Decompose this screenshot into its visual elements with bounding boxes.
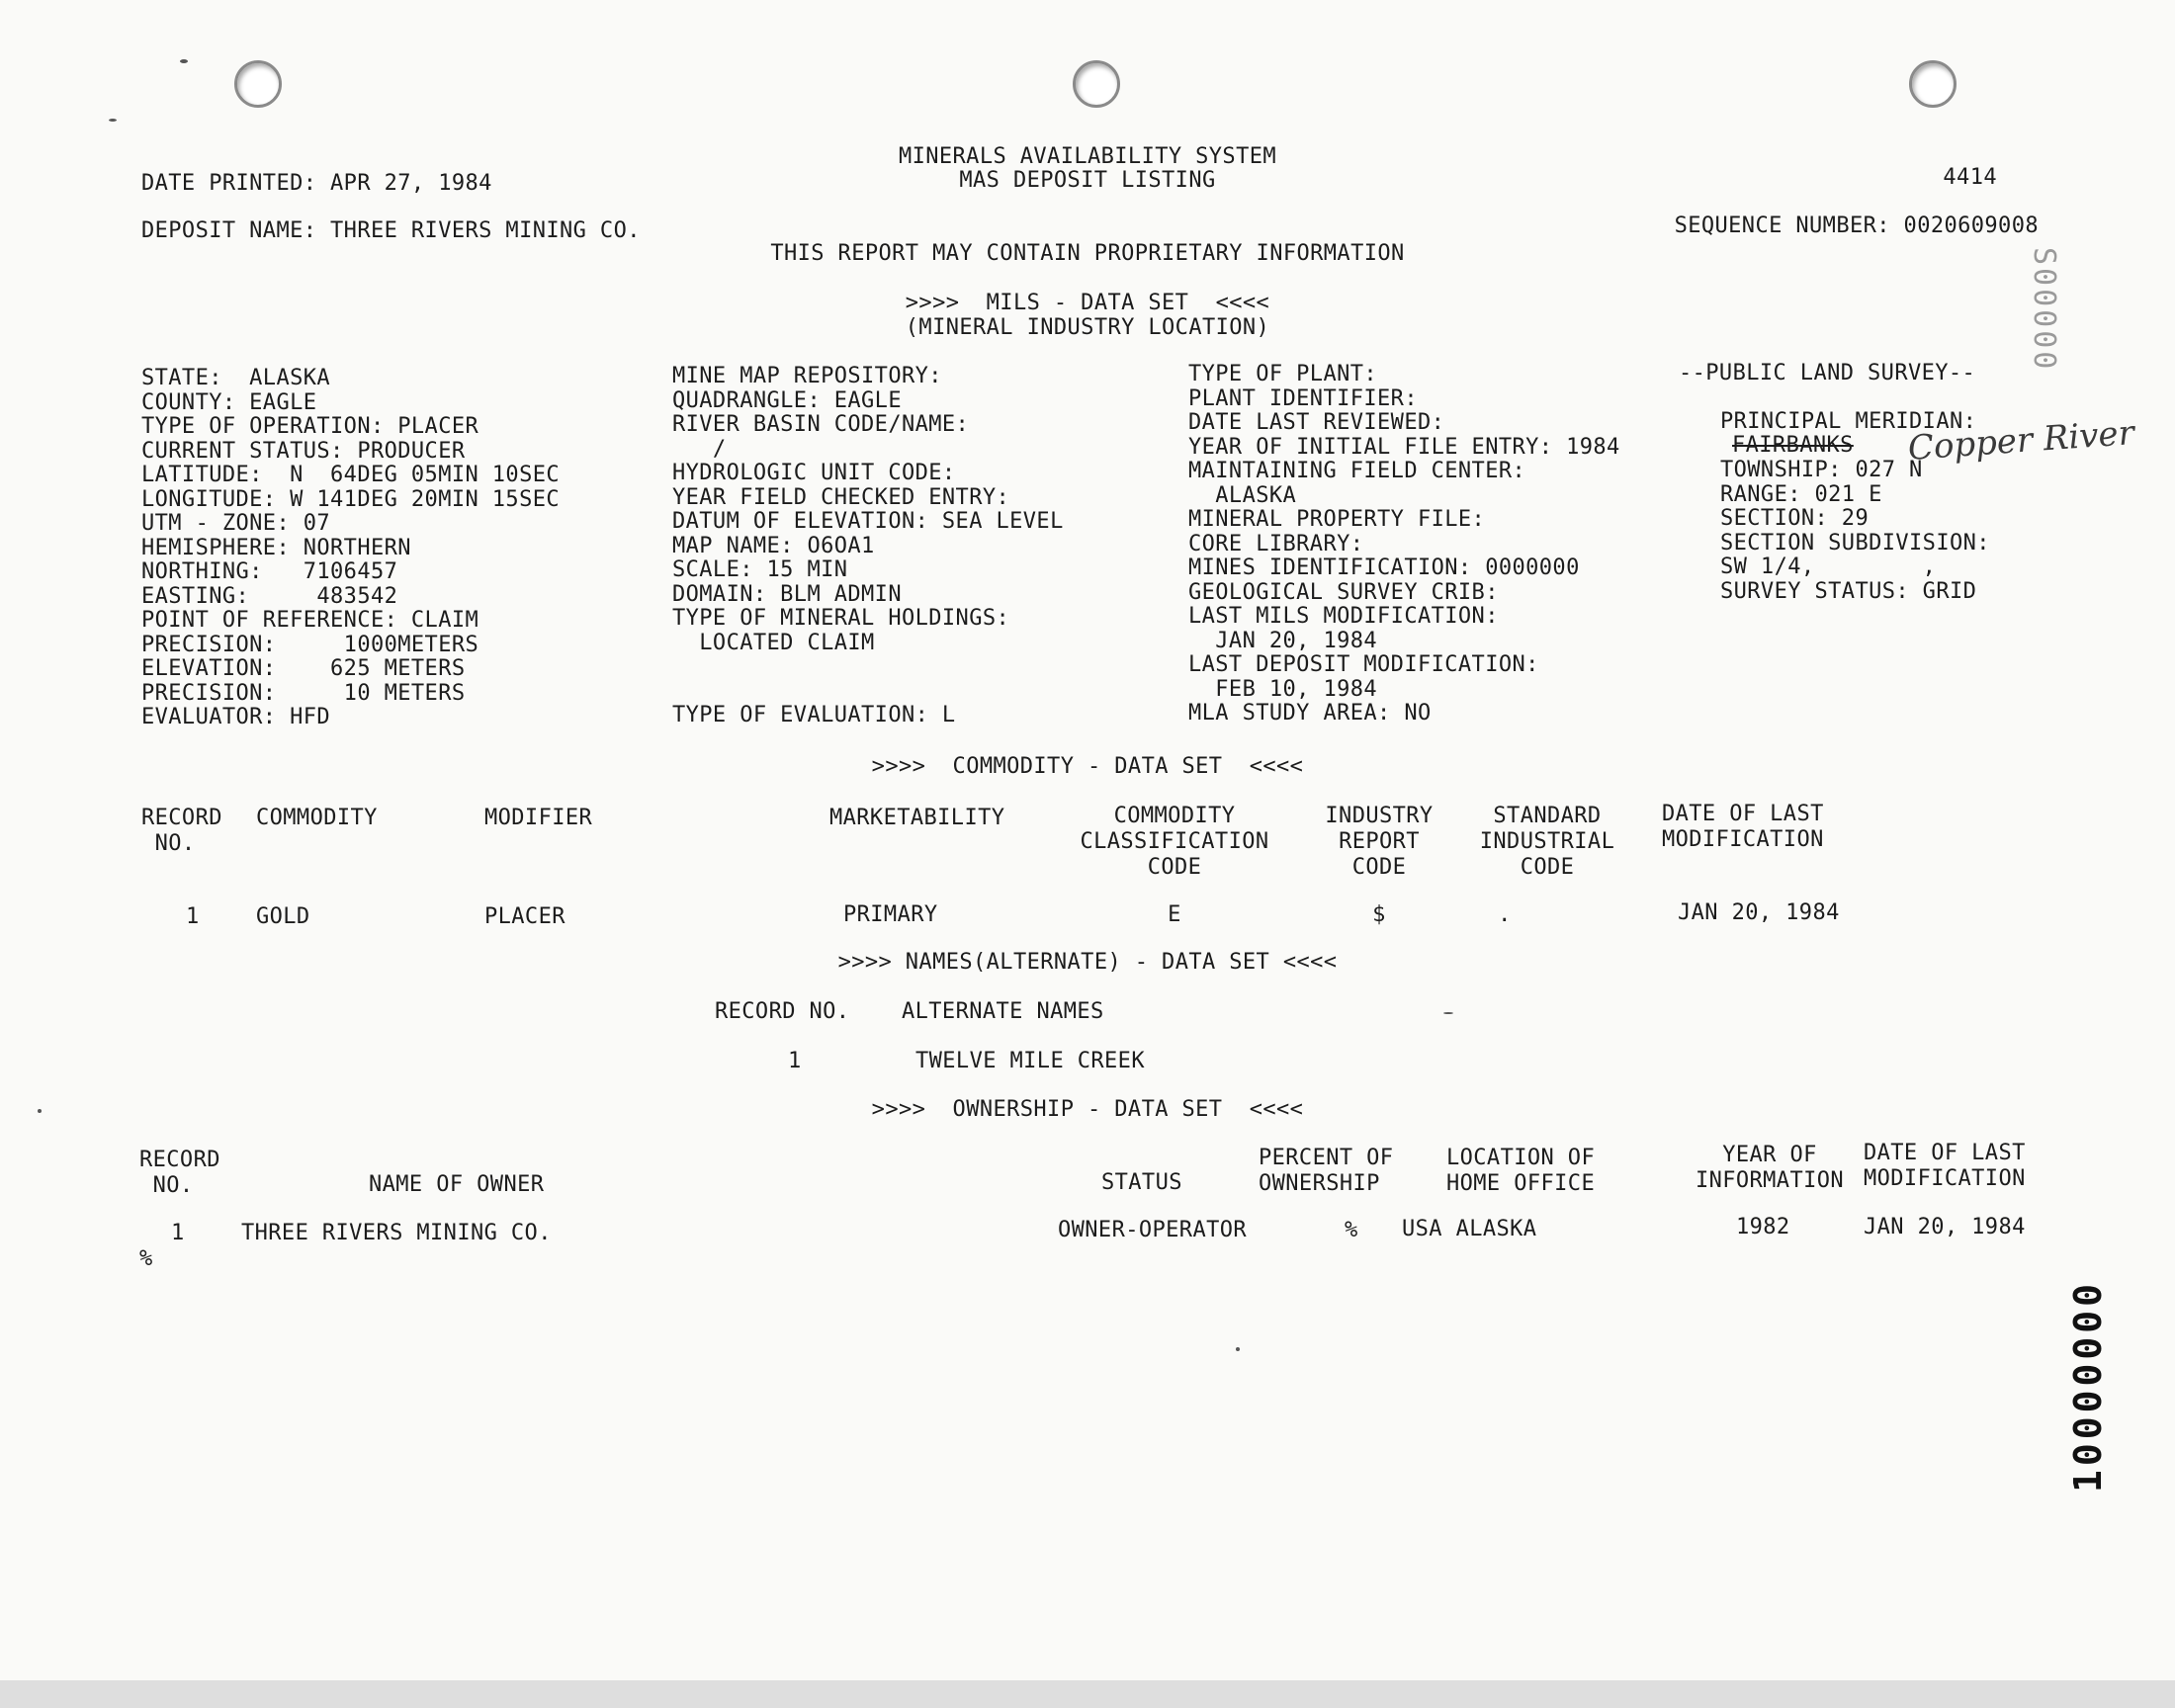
- stamped-number-bottom: 10000000: [2066, 1280, 2110, 1494]
- col3-line: MINES IDENTIFICATION: 0000000: [1188, 555, 1580, 580]
- scanner-edge: [0, 1680, 2175, 1708]
- ownership-row-owner: THREE RIVERS MINING CO.: [241, 1221, 552, 1245]
- col1-line: UTM - ZONE: 07: [141, 511, 331, 536]
- commodity-section-title: >>>> COMMODITY - DATA SET <<<<: [871, 754, 1304, 779]
- col3-line: CORE LIBRARY:: [1188, 531, 1364, 556]
- names-section-title: >>>> NAMES(ALTERNATE) - DATA SET <<<<: [837, 950, 1338, 975]
- col1-line: LONGITUDE: W 141DEG 20MIN 15SEC: [141, 486, 560, 512]
- col3-line: LAST DEPOSIT MODIFICATION:: [1188, 652, 1539, 677]
- col3-line: ALASKA: [1188, 482, 1297, 508]
- commodity-header-commodity: COMMODITY: [256, 806, 378, 830]
- col2-line: DOMAIN: BLM ADMIN: [672, 581, 902, 607]
- col2-line: MAP NAME: O6OA1: [672, 533, 875, 558]
- plsLines-line: SW 1/4, ,: [1720, 555, 1937, 579]
- col3-line: JAN 20, 1984: [1188, 628, 1378, 653]
- col1-line: ELEVATION: 625 METERS: [141, 656, 466, 681]
- commodity-row-standard: .: [1498, 902, 1512, 927]
- commodity-row-marketability: PRIMARY: [843, 902, 938, 927]
- col1-line: CURRENT STATUS: PRODUCER: [141, 438, 466, 464]
- col1-line: EVALUATOR: HFD: [141, 705, 331, 729]
- ownership-header-percent: PERCENT OF OWNERSHIP: [1259, 1146, 1394, 1196]
- punch-hole-center: [1073, 60, 1120, 108]
- principal-meridian-struck: FAIRBANKS: [1732, 433, 1854, 458]
- commodity-row-industry: $: [1372, 902, 1386, 927]
- commodity-row-modifier: PLACER: [484, 904, 566, 929]
- stamped-number-top: S00000: [2027, 247, 2061, 373]
- ownership-row-percent: %: [1345, 1218, 1358, 1242]
- ownership-header-owner: NAME OF OWNER: [369, 1172, 545, 1197]
- mils-section-subtitle: (MINERAL INDUSTRY LOCATION): [905, 315, 1270, 340]
- col2-line: TYPE OF MINERAL HOLDINGS:: [672, 606, 1010, 631]
- ownership-row-location: USA ALASKA: [1402, 1217, 1537, 1241]
- col3-line: FEB 10, 1984: [1188, 676, 1378, 702]
- col2-line: DATUM OF ELEVATION: SEA LEVEL: [672, 509, 1064, 534]
- commodity-row-commodity: GOLD: [256, 904, 310, 929]
- punch-hole-left: [234, 60, 282, 108]
- ownership-row-year: 1982: [1736, 1215, 1790, 1239]
- col2-line: MINE MAP REPOSITORY:: [672, 364, 942, 388]
- commodity-header-industry: INDUSTRY REPORT CODE: [1325, 804, 1434, 880]
- public-land-survey-title: --PUBLIC LAND SURVEY--: [1679, 361, 1976, 385]
- plsLines-line: SURVEY STATUS: GRID: [1720, 578, 1977, 604]
- plsLines-line: SECTION SUBDIVISION:: [1720, 530, 1990, 555]
- speck-mark: [38, 1109, 42, 1113]
- sequence-number: SEQUENCE NUMBER: 0020609008: [1674, 214, 2039, 238]
- ownership-header-record: RECORD NO.: [139, 1148, 220, 1198]
- ownership-row-record: 1: [171, 1221, 185, 1245]
- commodity-row-date: JAN 20, 1984: [1678, 900, 1840, 925]
- col3-line: MINERAL PROPERTY FILE:: [1188, 507, 1486, 532]
- ownership-row-status: OWNER-OPERATOR: [1058, 1218, 1248, 1242]
- handwritten-correction: Copper River: [1906, 413, 2136, 469]
- names-header-names: ALTERNATE NAMES: [902, 999, 1104, 1024]
- col3-line: MLA STUDY AREA: NO: [1188, 701, 1432, 726]
- speck-mark: [1236, 1347, 1240, 1351]
- col2-line: RIVER BASIN CODE/NAME:: [672, 412, 970, 437]
- commodity-row-record: 1: [186, 904, 200, 929]
- col2-line: QUADRANGLE: EAGLE: [672, 387, 902, 413]
- names-row-name: TWELVE MILE CREEK: [915, 1049, 1145, 1073]
- col2-line: YEAR FIELD CHECKED ENTRY:: [672, 484, 1010, 510]
- system-title: MINERALS AVAILABILITY SYSTEM: [898, 144, 1277, 169]
- col3-line: YEAR OF INITIAL FILE ENTRY: 1984: [1188, 434, 1620, 460]
- ownership-header-date: DATE OF LAST MODIFICATION: [1864, 1141, 2026, 1191]
- plsLines-line: SECTION: 29: [1720, 506, 1870, 531]
- col2-line: /: [672, 436, 727, 462]
- commodity-header-record: RECORD NO.: [141, 806, 222, 856]
- speck-mark: [109, 119, 117, 122]
- col3-line: MAINTAINING FIELD CENTER:: [1188, 459, 1526, 483]
- deposit-name: DEPOSIT NAME: THREE RIVERS MINING CO.: [141, 218, 641, 243]
- plsLines-line: TOWNSHIP: 027 N: [1720, 458, 1923, 482]
- ownership-header-year: YEAR OF INFORMATION: [1695, 1143, 1845, 1193]
- ownership-header-status: STATUS: [1101, 1170, 1182, 1195]
- commodity-header-classification: COMMODITY CLASSIFICATION CODE: [1080, 804, 1269, 880]
- col1-line: COUNTY: EAGLE: [141, 389, 317, 415]
- commodity-header-date: DATE OF LAST MODIFICATION: [1662, 802, 1824, 852]
- col1-line: PRECISION: 1000METERS: [141, 632, 479, 657]
- ownership-row-date: JAN 20, 1984: [1864, 1215, 2026, 1239]
- ownership-footer-mark: %: [139, 1246, 153, 1271]
- col1-line: TYPE OF OPERATION: PLACER: [141, 414, 479, 439]
- plsLines-line: RANGE: 021 E: [1720, 481, 1882, 507]
- col3-line: PLANT IDENTIFIER:: [1188, 385, 1418, 411]
- speck-mark: [180, 59, 188, 63]
- col1-line: EASTING: 483542: [141, 583, 398, 609]
- col2-line: HYDROLOGIC UNIT CODE:: [672, 461, 956, 485]
- col2-line: LOCATED CLAIM: [672, 630, 875, 655]
- listing-title: MAS DEPOSIT LISTING: [959, 168, 1216, 193]
- commodity-header-standard: STANDARD INDUSTRIAL CODE: [1479, 804, 1615, 880]
- page-number: 4414: [1943, 165, 1997, 190]
- ownership-header-location: LOCATION OF HOME OFFICE: [1446, 1146, 1596, 1196]
- ownership-section-title: >>>> OWNERSHIP - DATA SET <<<<: [871, 1097, 1304, 1122]
- proprietary-notice: THIS REPORT MAY CONTAIN PROPRIETARY INFORMATION: [770, 241, 1405, 266]
- col1-line: NORTHING: 7106457: [141, 559, 398, 584]
- col3-line: DATE LAST REVIEWED:: [1188, 410, 1445, 435]
- commodity-header-modifier: MODIFIER: [484, 806, 593, 830]
- names-row-record: 1: [788, 1049, 802, 1073]
- col1-line: STATE: ALASKA: [141, 366, 331, 390]
- names-header-record: RECORD NO.: [715, 999, 850, 1024]
- date-printed: DATE PRINTED: APR 27, 1984: [141, 171, 492, 196]
- col1-line: POINT OF REFERENCE: CLAIM: [141, 608, 479, 633]
- col3-line: LAST MILS MODIFICATION:: [1188, 604, 1499, 629]
- punch-hole-right: [1909, 60, 1957, 108]
- speck-mark: [1443, 1012, 1453, 1014]
- commodity-header-marketability: MARKETABILITY: [829, 806, 1005, 830]
- commodity-row-classification: E: [1168, 902, 1181, 927]
- col2-line: SCALE: 15 MIN: [672, 557, 848, 582]
- col3-line: TYPE OF PLANT:: [1188, 362, 1378, 386]
- col3-line: GEOLOGICAL SURVEY CRIB:: [1188, 579, 1499, 605]
- col1-line: PRECISION: 10 METERS: [141, 680, 466, 706]
- col2-line: TYPE OF EVALUATION: L: [672, 703, 956, 727]
- principal-meridian-label: PRINCIPAL MERIDIAN:: [1720, 409, 1977, 434]
- col1-line: LATITUDE: N 64DEG 05MIN 10SEC: [141, 463, 560, 487]
- col1-line: HEMISPHERE: NORTHERN: [141, 535, 411, 560]
- mils-section-title: >>>> MILS - DATA SET <<<<: [905, 291, 1270, 315]
